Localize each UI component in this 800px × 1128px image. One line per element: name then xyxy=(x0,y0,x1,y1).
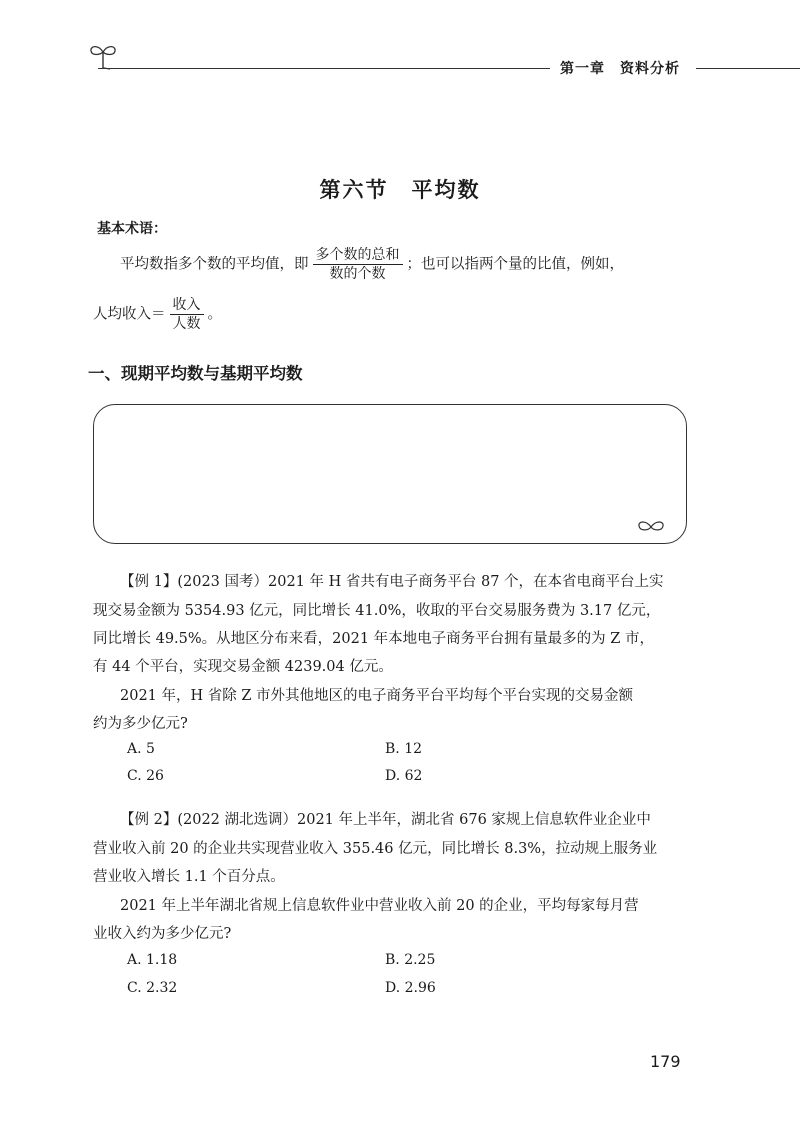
sprout-icon xyxy=(86,38,120,72)
section-title: 第六节 平均数 xyxy=(319,177,481,202)
subsection-title: 一、现期平均数与基期平均数 xyxy=(88,364,303,383)
definition-line-2 xyxy=(93,296,222,333)
example1-question: 约为多少亿元? xyxy=(93,716,188,732)
definition-text: 人均收入＝ xyxy=(93,306,166,323)
header-rule-right xyxy=(696,68,800,69)
fraction-total-over-count xyxy=(313,246,403,283)
example2-question: 2021 年上半年湖北省规上信息软件业中营业收入前 20 的企业，平均每家每月营 xyxy=(120,898,639,914)
chapter-title: 第一章 资料分析 xyxy=(560,61,680,77)
sprout-icon xyxy=(636,518,666,536)
example1-line: 同比增长 49.5%。从地区分布来看，2021 年本地电子商务平台拥有量最多的为 Z 市， xyxy=(93,631,654,647)
definition-text: 。 xyxy=(207,306,222,323)
term-label: 基本术语： xyxy=(97,221,167,237)
fraction-denominator: 数的个数 xyxy=(329,266,386,282)
definition-text: 平均数指多个数的平均值，即 xyxy=(120,256,309,273)
option-a[interactable]: A. 1.18 xyxy=(127,952,178,968)
option-c[interactable]: C. 2.32 xyxy=(127,980,178,996)
example2-line: 【例 2】(2022 湖北选调）2021 年上半年，湖北省 676 家规上信息软件业企业中 xyxy=(120,812,651,828)
option-d[interactable]: D. 62 xyxy=(385,768,423,784)
option-a[interactable]: A. 5 xyxy=(127,741,155,757)
option-b[interactable]: B. 12 xyxy=(385,741,423,757)
example2-line: 营业收入前 20 的企业共实现营业收入 355.46 亿元，同比增长 8.3%，拉动规上服务业 xyxy=(93,841,658,857)
header-rule-left xyxy=(98,68,550,69)
fraction-numerator: 收入 xyxy=(170,296,204,315)
example1-question: 2021 年，H 省除 Z 市外其他地区的电子商务平台平均每个平台实现的交易金额 xyxy=(120,688,634,704)
example1-line: 有 44 个平台，实现交易金额 4239.04 亿元。 xyxy=(93,659,393,675)
fraction-income-over-people xyxy=(170,296,204,333)
option-c[interactable]: C. 26 xyxy=(127,768,164,784)
notes-box xyxy=(93,404,687,544)
page-number: 179 xyxy=(650,1052,681,1071)
option-b[interactable]: B. 2.25 xyxy=(385,952,436,968)
fraction-numerator: 多个数的总和 xyxy=(313,246,403,265)
definition-line-1 xyxy=(120,246,624,283)
example2-question: 业收入约为多少亿元? xyxy=(93,926,232,942)
example1-line: 【例 1】(2023 国考）2021 年 H 省共有电子商务平台 87 个，在本省电商平台上实 xyxy=(120,574,664,590)
example2-line: 营业收入增长 1.1 个百分点。 xyxy=(93,869,285,885)
definition-text: ；也可以指两个量的比值，例如， xyxy=(406,256,624,273)
example1-line: 现交易金额为 5354.93 亿元，同比增长 41.0%，收取的平台交易服务费为 3.17 亿元， xyxy=(93,603,661,619)
option-d[interactable]: D. 2.96 xyxy=(385,980,436,996)
fraction-denominator: 人数 xyxy=(172,316,201,332)
